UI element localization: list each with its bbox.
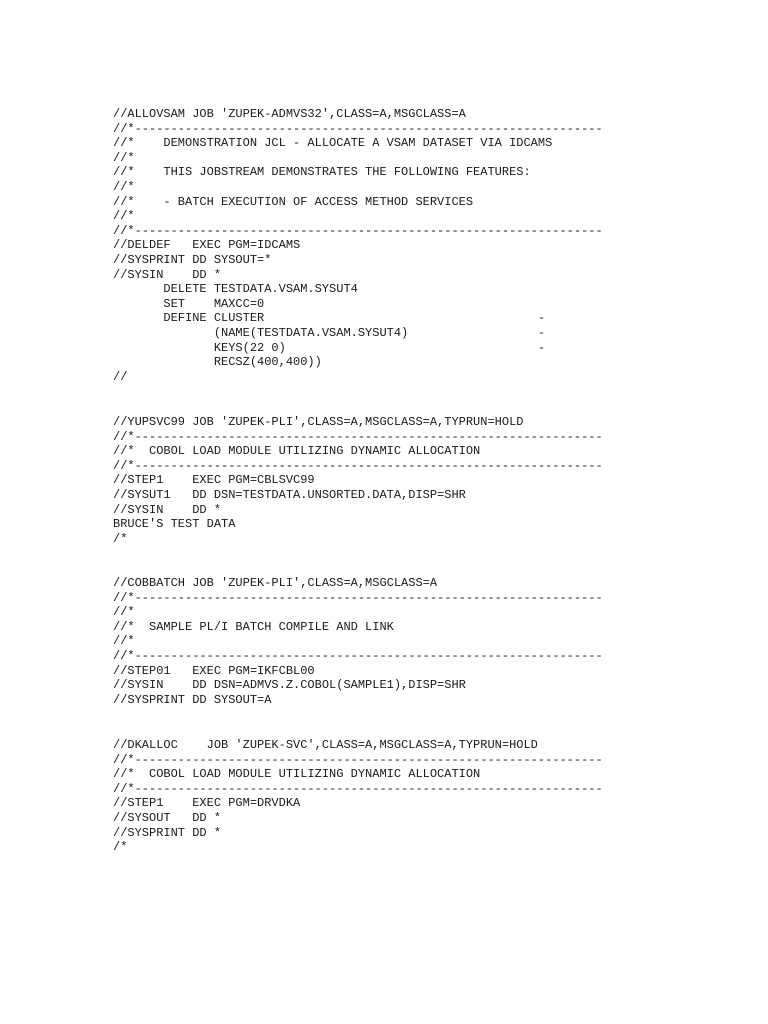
code-line: KEYS(22 0) -	[113, 340, 546, 355]
code-line: //* THIS JOBSTREAM DEMONSTRATES THE FOLLOWING FEATURES:	[113, 165, 531, 180]
code-line: //SYSIN DD DSN=ADMVS.Z.COBOL(SAMPLE1),DISP=SHR	[113, 678, 466, 693]
code-line: //* COBOL LOAD MODULE UTILIZING DYNAMIC ALLOCATION	[113, 767, 481, 782]
code-line: //*-----------------------------------------------------------------	[113, 223, 603, 238]
code-line: //DELDEF EXEC PGM=IDCAMS	[113, 238, 301, 253]
code-line: //SYSPRINT DD SYSOUT=A	[113, 692, 272, 707]
code-line: //SYSPRINT DD *	[113, 825, 222, 840]
code-line: /*	[113, 840, 128, 855]
code-line: //STEP1 EXEC PGM=CBLSVC99	[113, 473, 315, 488]
jcl-job-dkalloc	[113, 738, 603, 855]
code-line: //*-----------------------------------------------------------------	[113, 590, 603, 605]
code-line: //*-----------------------------------------------------------------	[113, 781, 603, 796]
code-line: //* - BATCH EXECUTION OF ACCESS METHOD SERVICES	[113, 194, 474, 209]
code-line: //*	[113, 150, 135, 165]
code-line: //ALLOVSAM JOB 'ZUPEK-ADMVS32',CLASS=A,MSGCLASS=A	[113, 107, 466, 121]
code-line: //STEP01 EXEC PGM=IKFCBL00	[113, 663, 315, 678]
code-line: //DKALLOC JOB 'ZUPEK-SVC',CLASS=A,MSGCLASS=A,TYPRUN=HOLD	[113, 738, 538, 752]
code-line: DELETE TESTDATA.VSAM.SYSUT4	[113, 282, 358, 297]
jcl-job-yupsvc99	[113, 415, 603, 546]
code-line: //*	[113, 179, 135, 194]
code-line: //SYSIN DD *	[113, 267, 222, 282]
code-line: //*	[113, 209, 135, 224]
code-line: //*-----------------------------------------------------------------	[113, 752, 603, 767]
code-line: //*-----------------------------------------------------------------	[113, 121, 603, 136]
code-line: (NAME(TESTDATA.VSAM.SYSUT4) -	[113, 325, 546, 340]
code-line: SET MAXCC=0	[113, 296, 265, 311]
code-line: //* DEMONSTRATION JCL - ALLOCATE A VSAM DATASET VIA IDCAMS	[113, 136, 553, 151]
code-line: //*-----------------------------------------------------------------	[113, 458, 603, 473]
code-line: //* SAMPLE PL/I BATCH COMPILE AND LINK	[113, 619, 394, 634]
jcl-job-cobbatch	[113, 576, 603, 707]
jcl-job-allovsam	[113, 107, 603, 384]
code-line: //*	[113, 634, 135, 649]
code-line: //SYSPRINT DD SYSOUT=*	[113, 252, 272, 267]
code-line: //*-----------------------------------------------------------------	[113, 648, 603, 663]
code-line: DEFINE CLUSTER -	[113, 311, 546, 326]
code-line: //SYSUT1 DD DSN=TESTDATA.UNSORTED.DATA,DISP=SHR	[113, 487, 466, 502]
code-line: BRUCE'S TEST DATA	[113, 517, 236, 532]
code-line: /*	[113, 531, 128, 546]
code-line: //* COBOL LOAD MODULE UTILIZING DYNAMIC ALLOCATION	[113, 444, 481, 459]
code-line: //YUPSVC99 JOB 'ZUPEK-PLI',CLASS=A,MSGCLASS=A,TYPRUN=HOLD	[113, 415, 524, 429]
code-line: //STEP1 EXEC PGM=DRVDKA	[113, 796, 301, 811]
code-line: //COBBATCH JOB 'ZUPEK-PLI',CLASS=A,MSGCLASS=A	[113, 576, 438, 590]
code-line: //*-----------------------------------------------------------------	[113, 429, 603, 444]
code-line: //*	[113, 605, 135, 620]
code-line: RECSZ(400,400))	[113, 355, 322, 370]
code-line: //	[113, 369, 128, 384]
code-line: //SYSOUT DD *	[113, 810, 222, 825]
code-line: //SYSIN DD *	[113, 502, 222, 517]
